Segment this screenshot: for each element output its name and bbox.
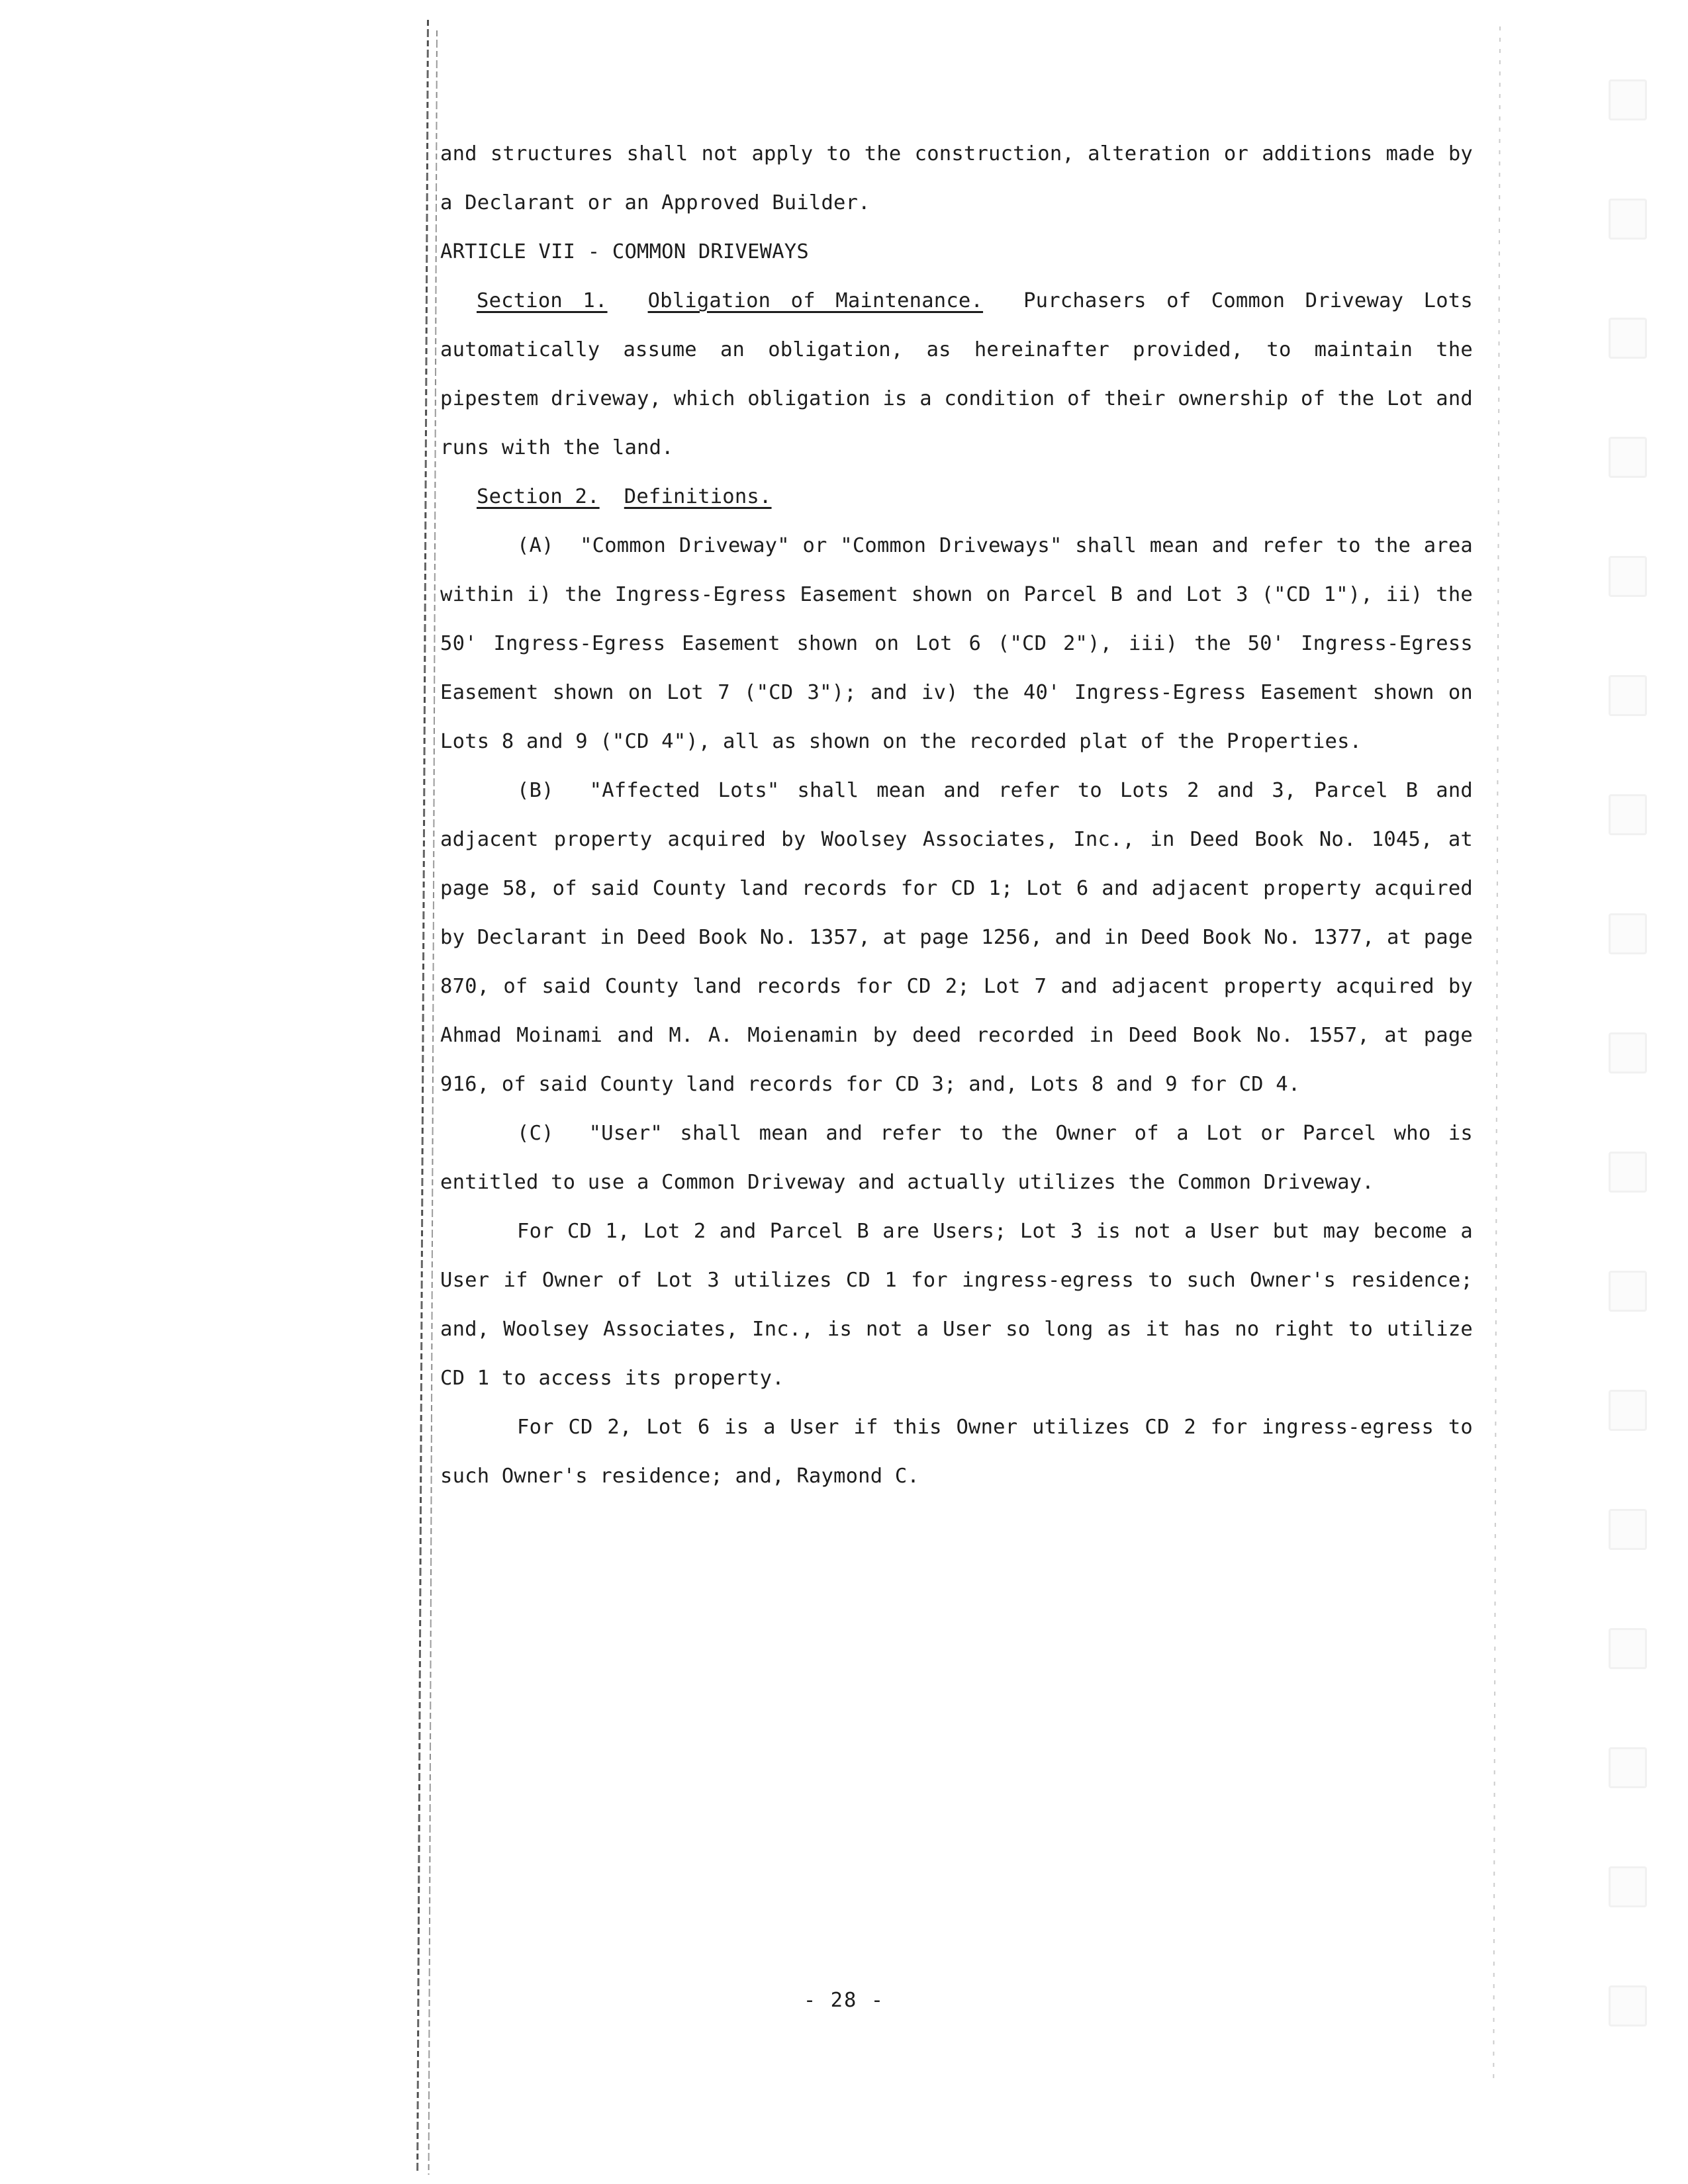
binder-mark bbox=[1609, 1152, 1647, 1193]
binder-mark bbox=[1609, 1032, 1647, 1073]
binder-mark bbox=[1609, 1271, 1647, 1312]
definition-c-body: "User" shall mean and refer to the Owner of a Lot or Parcel who is entitled to use a Common Driveway and actually utilizes the Common Driveway. bbox=[440, 1122, 1473, 1194]
paragraph-continuation: and structures shall not apply to the construction, alteration or additions made by a Declarant or an Approved Builder. bbox=[440, 142, 1473, 214]
binder-mark bbox=[1609, 675, 1647, 716]
left-margin-scan-line-outer bbox=[416, 20, 429, 2171]
binder-mark bbox=[1609, 1628, 1647, 1669]
section-1-number: Section 1. bbox=[477, 289, 608, 312]
right-margin-scan-line bbox=[1493, 26, 1501, 2078]
left-margin-scan-line-inner bbox=[428, 30, 438, 2175]
definition-b bbox=[440, 766, 1473, 1109]
section-1-title: Obligation of Maintenance. bbox=[647, 289, 984, 312]
definition-a bbox=[440, 522, 1473, 766]
binder-mark bbox=[1609, 794, 1647, 835]
cd1-users-paragraph: For CD 1, Lot 2 and Parcel B are Users; Lot 3 is not a User but may become a User if Owner of Lot 3 utilizes CD 1 for ingress-egress to such Owner's residence; and, Woolsey Associates, Inc., is not a User so long as it has no right to utilize CD 1 to access its property. bbox=[440, 1220, 1473, 1390]
binder-mark bbox=[1609, 913, 1647, 954]
definition-a-body: "Common Driveway" or "Common Driveways" shall mean and refer to the area within i) the Ingress-Egress Easement shown on Parcel B and Lot 3 ("CD 1"), ii) the 50' Ingress-Egress Easement shown on Lot 6 ("CD 2"), iii) the 50' Ingress-Egress Easement shown on Lot 7 ("CD 3"); and iv) the 40' Ingress-Egress Easement shown on Lots 8 and 9 ("CD 4"), all as shown on the recorded plat of the Properties. bbox=[440, 534, 1473, 753]
section-1-gap-2 bbox=[983, 289, 1023, 312]
definition-b-body: "Affected Lots" shall mean and refer to Lots 2 and 3, Parcel B and adjacent property acquired by Woolsey Associates, Inc., in Deed Book No. 1045, at page 58, of said County land records for CD 1; Lot 6 and adjacent property acquired by Declarant in Deed Book No. 1357, at page 1256, and in Deed Book No. 1377, at page 870, of said County land records for CD 2; Lot 7 and adjacent property acquired by Ahmad Moinami and M. A. Moienamin by deed recorded in Deed Book No. 1557, at page 916, of said County land records for CD 3; and, Lots 8 and 9 for CD 4. bbox=[440, 779, 1473, 1096]
section-1-paragraph bbox=[440, 277, 1473, 473]
definition-c bbox=[440, 1109, 1473, 1207]
right-edge-binder-marks bbox=[1609, 79, 1655, 2118]
definition-b-label: (B) bbox=[517, 779, 554, 802]
section-1-body: Purchasers of Common Driveway Lots automatically assume an obligation, as hereinafter provided, to maintain the pipestem driveway, which obligation is a condition of their ownership of the Lot and runs with the land. bbox=[440, 289, 1473, 459]
binder-mark bbox=[1609, 556, 1647, 597]
binder-mark bbox=[1609, 199, 1647, 240]
section-2-paragraph bbox=[440, 473, 1473, 522]
section-2-number: Section 2. bbox=[477, 485, 600, 508]
definition-c-label: (C) bbox=[517, 1122, 554, 1145]
article-heading: ARTICLE VII - COMMON DRIVEWAYS bbox=[440, 240, 809, 263]
binder-mark bbox=[1609, 318, 1647, 359]
definition-b-gap bbox=[554, 779, 590, 802]
binder-mark bbox=[1609, 1866, 1647, 1907]
definition-a-gap bbox=[554, 534, 580, 557]
page-number: - 28 - bbox=[803, 1989, 885, 2012]
binder-mark bbox=[1609, 79, 1647, 120]
definition-a-label: (A) bbox=[517, 534, 554, 557]
binder-mark bbox=[1609, 437, 1647, 478]
section-1-gap bbox=[608, 289, 648, 312]
binder-mark bbox=[1609, 1390, 1647, 1431]
binder-mark bbox=[1609, 1509, 1647, 1550]
definition-c-gap bbox=[554, 1122, 589, 1145]
section-2-gap bbox=[600, 485, 624, 508]
binder-mark bbox=[1609, 1747, 1647, 1788]
document-body bbox=[440, 130, 1473, 1501]
section-2-title: Definitions. bbox=[624, 485, 772, 508]
cd2-users-paragraph: For CD 2, Lot 6 is a User if this Owner utilizes CD 2 for ingress-egress to such Owner's residence; and, Raymond C. bbox=[440, 1416, 1473, 1488]
